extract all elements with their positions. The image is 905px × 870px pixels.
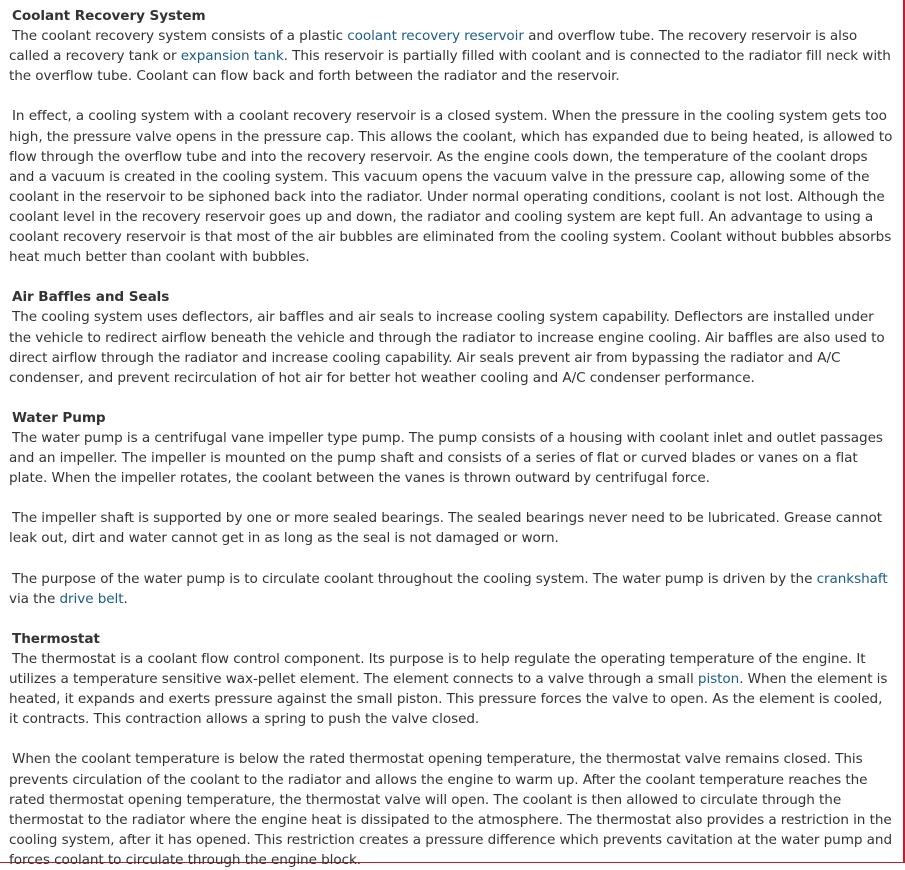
section-thermostat — [9, 629, 893, 870]
paragraph-text: The thermostat is a coolant flow control component. Its purpose is to help regulate the operating temperature of the engine. It utilizes a temperature sensitive wax-pellet element. The element connects to a valve through a small — [9, 651, 866, 688]
section-title-thermostat: Thermostat — [12, 630, 100, 647]
paragraph-coolant-recovery-2: In effect, a cooling system with a coolant recovery reservoir is a closed system. When the pressure in the cooling system gets too high, the pressure valve opens in the pressure cap. This allows the coolant, which has expanded due to being heated, is allowed to flow through the overflow tube and into the recovery reservoir. As the engine cools down, the temperature of the coolant drops and a vacuum is created in the cooling system. This vacuum opens the vacuum valve in the pressure cap, allowing some of the coolant in the reservoir to be siphoned back into the radiator. Under normal operating conditions, coolant is not lost. Although the coolant level in the recovery reservoir goes up and down, the radiator and cooling system are kept full. An advantage to using a coolant recovery reservoir is that most of the air bubbles are eliminated from the cooling system. Coolant without bubbles absorbs heat much better than coolant with bubbles. — [9, 108, 893, 266]
section-air-baffles — [9, 287, 893, 387]
link-drive-belt[interactable]: drive belt — [59, 590, 124, 607]
paragraph-text: . — [123, 590, 128, 607]
section-gap — [9, 609, 893, 629]
paragraph-thermostat-1 — [9, 649, 893, 729]
paragraph-text: and overflow tube. The recovery reservoir is also called a recovery tank or — [9, 28, 858, 65]
link-expansion-tank[interactable]: expansion tank — [180, 48, 284, 65]
section-gap — [9, 388, 893, 408]
paragraph-text: . This reservoir is partially filled with coolant and is connected to the radiator fill neck with the overflow tube. Coolant can flow back and forth between the radiator and the reservoir. — [9, 48, 891, 85]
paragraph-water-pump-2: The impeller shaft is supported by one or more sealed bearings. The sealed bearings never need to be lubricated. Grease cannot leak out, dirt and water cannot get in as long as the seal is not damaged or worn. — [9, 510, 882, 547]
section-gap — [9, 267, 893, 287]
paragraph-text: . When the element is heated, it expands and exerts pressure against the small piston. This pressure forces the valve to open. As the element is cooled, it contracts. This contraction allows a spring to push the valve closed. — [9, 671, 888, 728]
paragraph-gap — [9, 86, 893, 106]
section-coolant-recovery — [9, 6, 893, 267]
paragraph-gap — [9, 729, 893, 749]
section-water-pump — [9, 408, 893, 609]
paragraph-text: The coolant recovery system consists of a plastic — [12, 28, 348, 45]
link-crankshaft[interactable]: crankshaft — [816, 570, 888, 587]
section-title-coolant-recovery: Coolant Recovery System — [12, 8, 206, 24]
section-title-air-baffles: Air Baffles and Seals — [12, 289, 170, 306]
paragraph-water-pump-1: The water pump is a centrifugal vane impeller type pump. The pump consists of a housing with coolant inlet and outlet passages and an impeller. The impeller is mounted on the pump shaft and consists of a series of flat or curved blades or vanes on a flat plate. When the impeller rotates, the coolant between the vanes is thrown outward by centrifugal force. — [9, 429, 883, 487]
link-piston[interactable]: piston — [697, 671, 740, 688]
paragraph-gap — [9, 488, 893, 508]
paragraph-text: via the — [9, 590, 60, 607]
paragraph-gap — [9, 549, 893, 569]
paragraph-air-baffles-1: The cooling system uses deflectors, air baffles and air seals to increase cooling system capability. Deflectors are installed under the vehicle to redirect airflow beneath the vehicle and through the radiator to increase engine cooling. Air baffles are also used to direct airflow through the radiator and increase cooling capability. Air seals prevent air from bypassing the radiator and A/C condenser, and prevent recirculation of hot air for better hot weather cooling and A/C condenser performance. — [9, 309, 885, 386]
section-title-water-pump: Water Pump — [12, 409, 106, 426]
paragraph-water-pump-3 — [9, 569, 893, 609]
paragraph-thermostat-2: When the coolant temperature is below the rated thermostat opening temperature, the thermostat valve remains closed. This prevents circulation of the coolant to the radiator and allows the engine to warm up. After the coolant temperature reaches the rated thermostat opening temperature, the thermostat valve will open. The coolant is then allowed to circulate through the thermostat to the radiator where the engine heat is dissipated to the atmosphere. The thermostat also provides a restriction in the cooling system, after it has opened. This restriction creates a pressure difference which prevents cavitation at the water pump and forces coolant to circulate through the engine block. — [9, 751, 893, 868]
paragraph-text: The purpose of the water pump is to circulate coolant throughout the cooling system. The water pump is driven by the — [12, 570, 817, 587]
link-coolant-recovery-reservoir[interactable]: coolant recovery reservoir — [347, 28, 524, 45]
paragraph-coolant-recovery-1 — [9, 26, 893, 86]
